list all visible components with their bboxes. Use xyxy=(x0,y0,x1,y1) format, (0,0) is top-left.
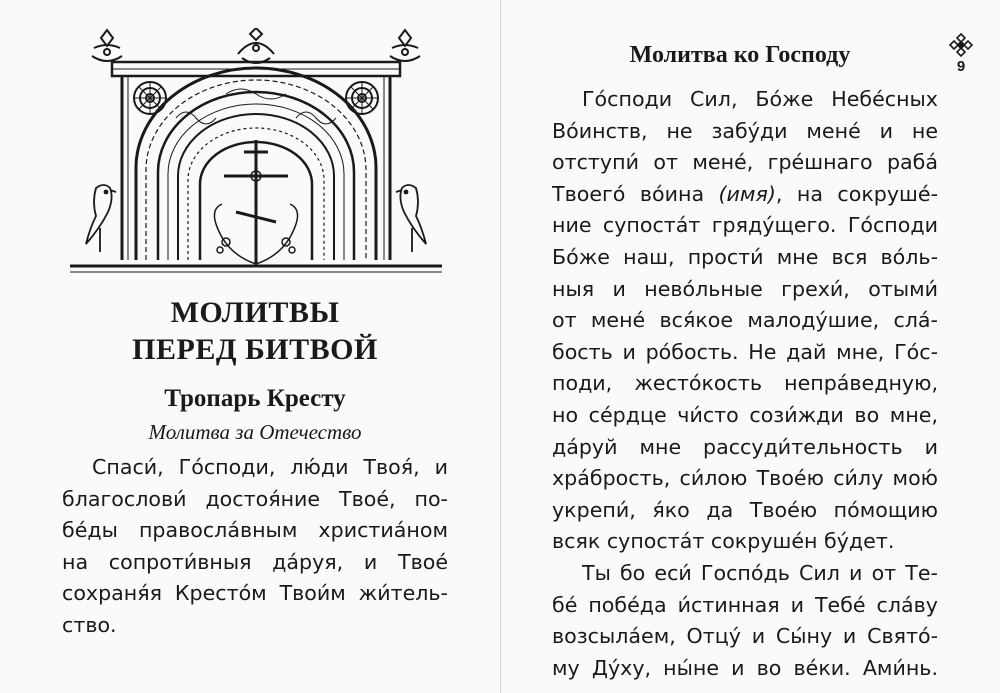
text-line: Го́споди Сил, Бо́же Небе́сных xyxy=(582,87,938,111)
rosette-left xyxy=(134,82,166,114)
prayer-to-lord-text xyxy=(552,84,938,684)
prayer-title-right: Молитва ко Господу xyxy=(629,42,851,68)
text-line: благослови́ достоя́ние Твое́, по- xyxy=(62,486,448,511)
text-line: Во́инств, не забу́ди мене́ и не xyxy=(552,118,938,143)
text-line: сохраня́я Кресто́м Твои́м жи́тель- xyxy=(62,581,448,606)
text-line: да́руй мне рассуди́тельность и xyxy=(552,434,938,459)
text-line: поди, жесто́кость непра́ведную, xyxy=(552,371,938,396)
bird-left-icon xyxy=(86,185,116,252)
text-line: всяк супоста́т сокруше́н бу́дет. xyxy=(552,529,895,554)
prayer-subtitle: Молитва за Отечество xyxy=(148,420,362,444)
text-line: Спаси́, Го́споди, лю́ди Твоя́, и xyxy=(92,455,448,479)
finial-center xyxy=(238,28,274,63)
section-title-line-1: МОЛИТВЫ xyxy=(170,296,340,329)
section-title-line-2: ПЕРЕД БИТВОЙ xyxy=(132,333,378,366)
text-line: возсыла́ем, Отцу́ и Сы́ну и Свято́- xyxy=(552,624,938,649)
text-line: му Ду́ху, ны́не и во ве́ки. Ами́нь. xyxy=(552,655,938,680)
text-line: на сопроти́вныя да́руя, и Твое́ xyxy=(62,549,448,574)
finial-left xyxy=(92,30,122,61)
rosette-right xyxy=(346,82,378,114)
text-line: ние супоста́т гряду́щего. Го́споди xyxy=(552,213,938,238)
text-line: Бо́же наш, прости́ мне вся во́ль- xyxy=(552,244,938,269)
troparion-text xyxy=(62,452,448,642)
bird-right-icon xyxy=(396,185,426,252)
text-line: ныя и нево́льные грехи́, отыми́ xyxy=(552,276,938,301)
text-line: бость и ро́бость. Не дай мне, Го́с- xyxy=(552,339,938,364)
text-line: отступи́ от мене́, гре́шнаго раба́ xyxy=(552,150,938,175)
text-fragment: , на сокруше́- xyxy=(775,181,938,206)
finial-right xyxy=(390,30,420,61)
section-title xyxy=(40,294,470,368)
text-line: но се́рдце чи́сто сози́жди во мне, xyxy=(552,402,938,427)
text-line: бе́ побе́да и́стинная и Тебе́ сла́ву xyxy=(552,592,938,617)
text-line: хра́брость, си́лою Твое́ю си́лу мою́ xyxy=(552,466,938,491)
orthodox-cross xyxy=(224,140,288,264)
church-arch-ornament xyxy=(66,28,446,278)
text-line: укрепи́, я́ко да Твое́ю по́мощию xyxy=(552,497,938,522)
prayer-title: Тропарь Кресту xyxy=(164,385,346,412)
text-fragment: Твоего́ во́ина xyxy=(552,181,705,206)
text-line: бе́ды правосла́вным христиа́ном xyxy=(62,518,448,543)
page-corner-ornament xyxy=(948,32,974,58)
page-number: 9 xyxy=(956,58,966,75)
text-line xyxy=(552,179,938,211)
text-line: ство. xyxy=(62,612,117,637)
name-placeholder: (имя) xyxy=(718,181,776,206)
text-line: от мене́ вся́кое малоду́шие, сла́- xyxy=(552,308,938,333)
text-line: Ты бо еси́ Госпо́дь Сил и от Те- xyxy=(582,560,938,585)
